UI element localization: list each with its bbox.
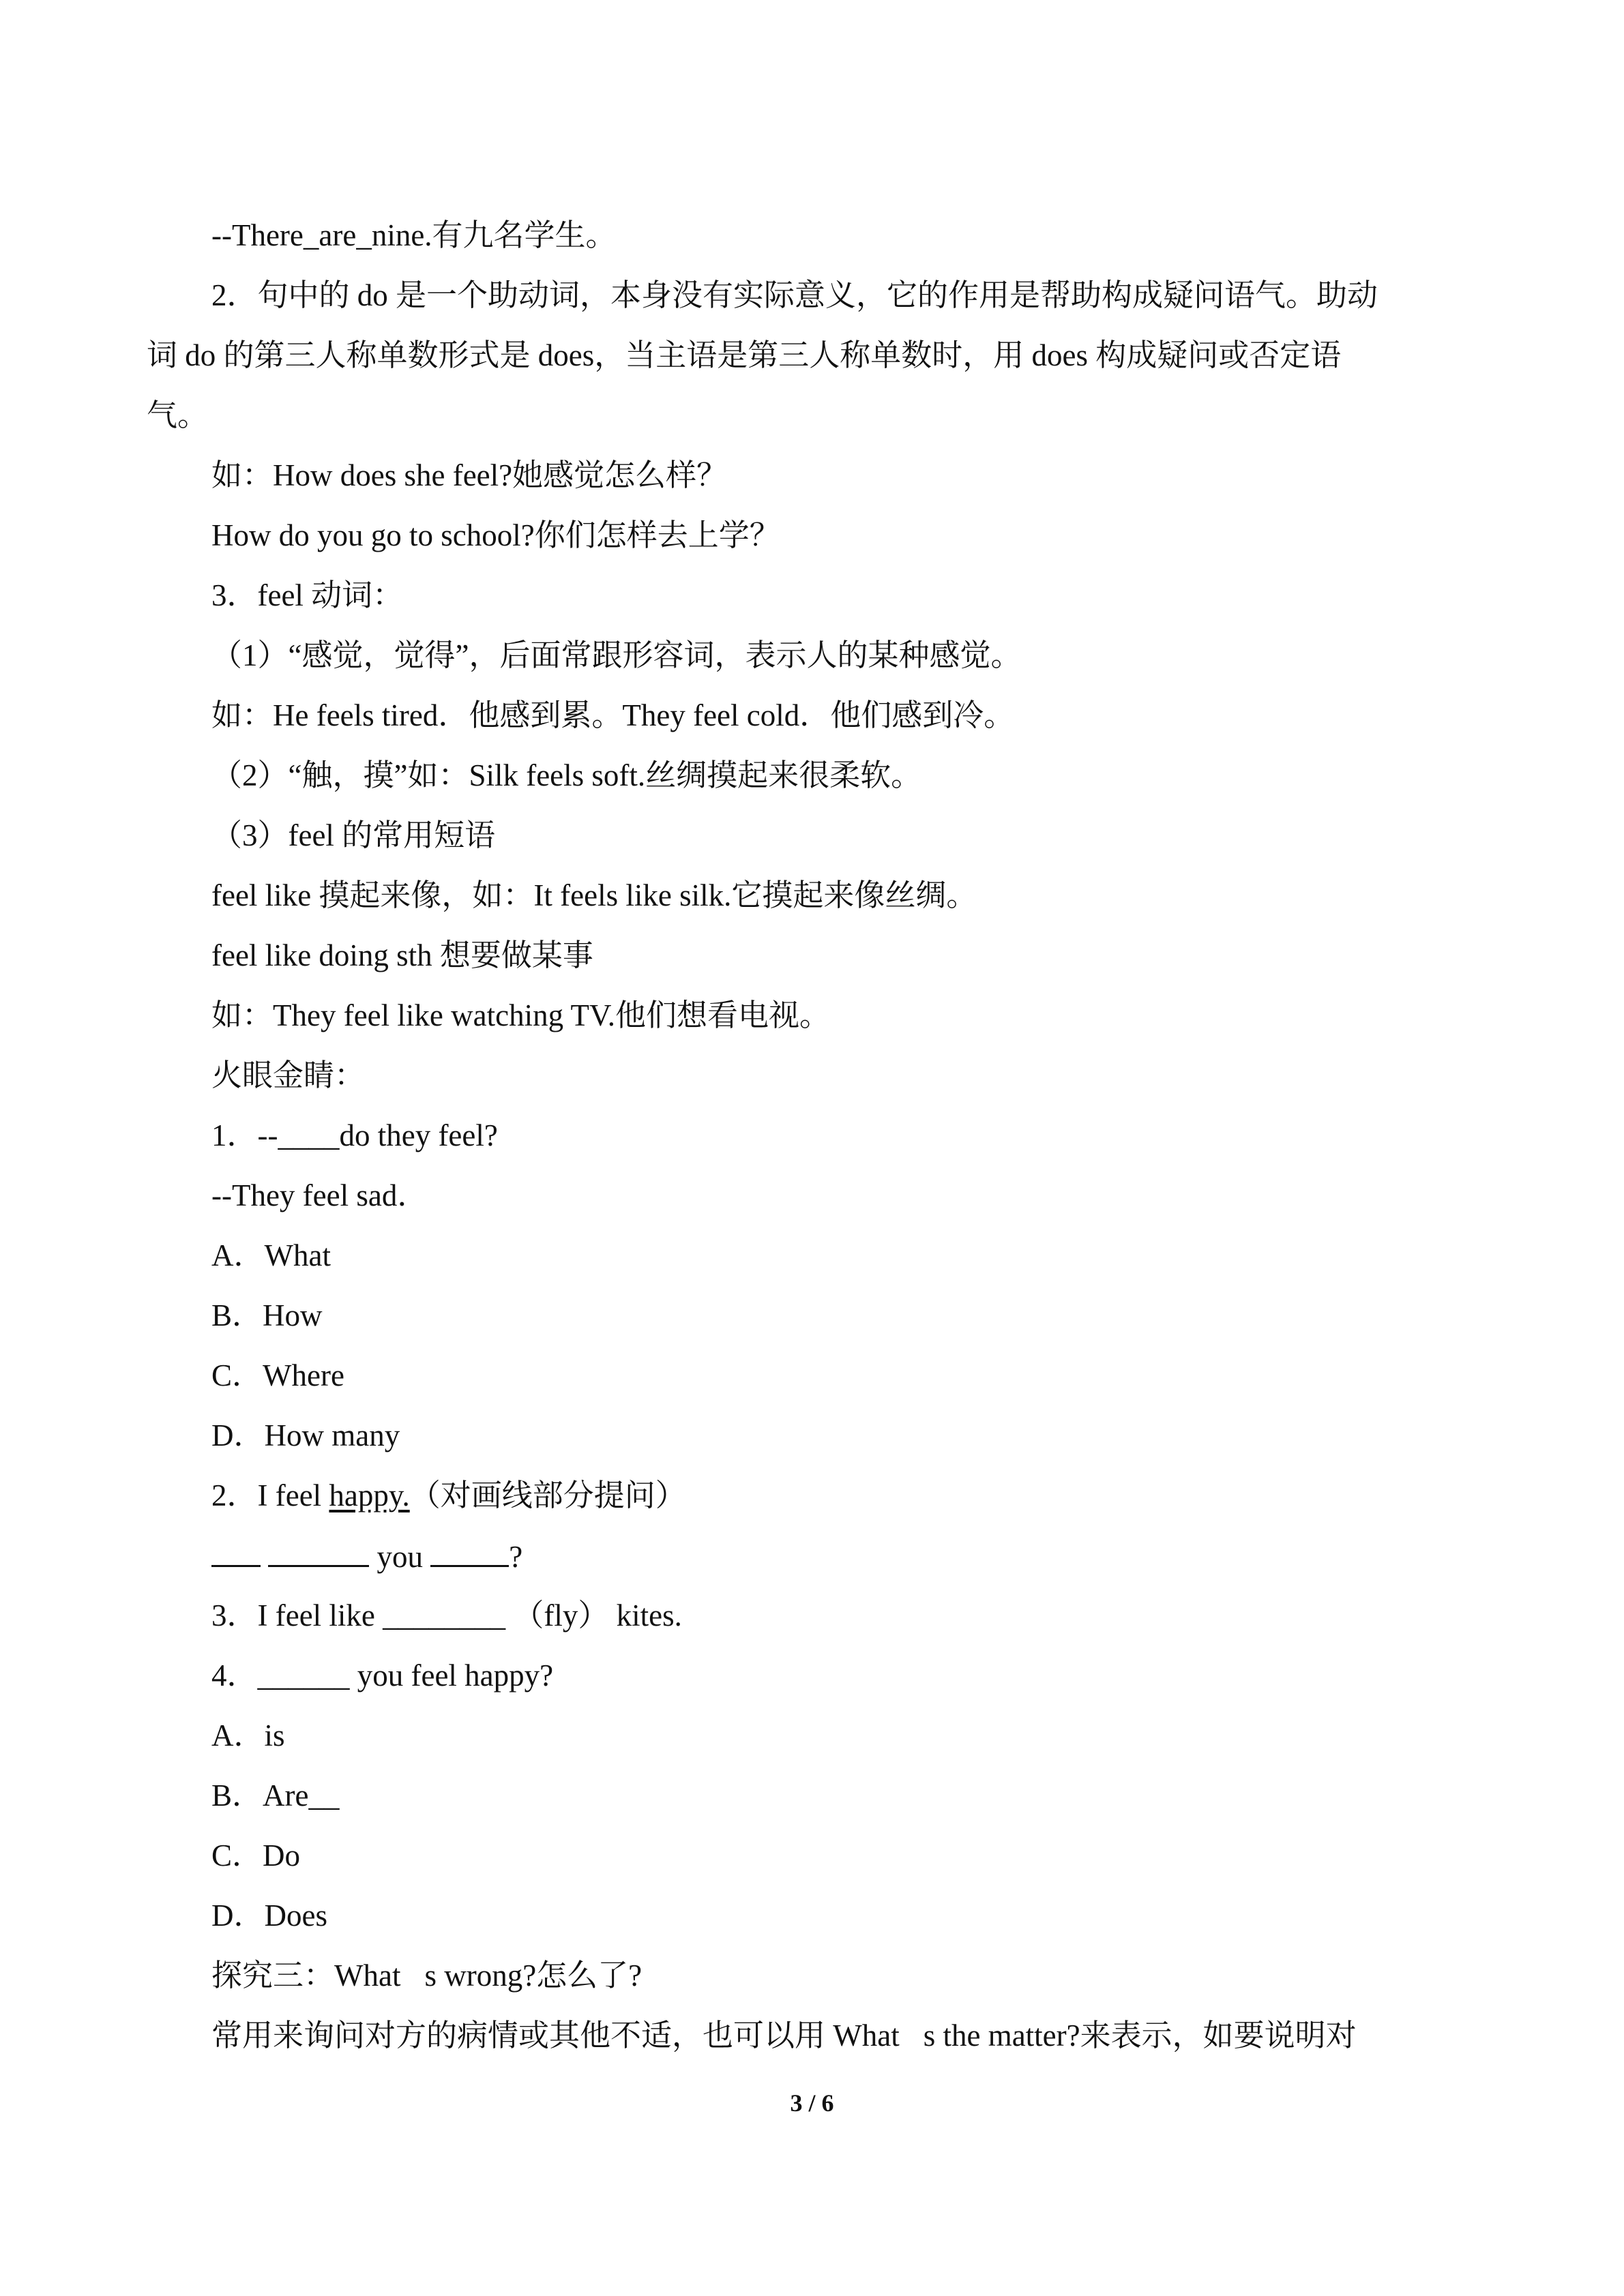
text-line: 词 do 的第三人称单数形式是 does，当主语是第三人称单数时，用 does 构成疑问或否定语 bbox=[147, 338, 1342, 372]
option-b: B．Are__ bbox=[211, 1778, 340, 1813]
text-line: feel like doing sth 想要做某事 bbox=[211, 938, 593, 972]
option-c: C．Do bbox=[211, 1838, 301, 1873]
option-a: A．What bbox=[211, 1238, 331, 1272]
answer-text: you bbox=[369, 1540, 431, 1574]
text-line: feel like 摸起来像，如：It feels like silk.它摸起来像丝绸。 bbox=[211, 878, 977, 912]
text-line: （2）“触，摸”如：Silk feels soft.丝绸摸起来很柔软。 bbox=[211, 758, 922, 792]
text-line: 气。 bbox=[147, 398, 209, 432]
text-line: --They feel sad． bbox=[211, 1178, 428, 1212]
option-d: D．Does bbox=[211, 1898, 327, 1933]
question-2 bbox=[211, 1475, 686, 1516]
blank[interactable] bbox=[211, 1535, 261, 1567]
text-line: （1）“感觉，觉得”，后面常跟形容词，表示人的某种感觉。 bbox=[211, 638, 1022, 672]
answer-text: ? bbox=[509, 1540, 523, 1574]
text-line: 如：They feel like watching TV.他们想看电视。 bbox=[211, 998, 830, 1032]
text-line: 如：He feels tired．他感到累。They feel cold．他们感到冷。 bbox=[211, 698, 1015, 732]
option-a: A．is bbox=[211, 1718, 285, 1753]
text-line: --There_are_nine.有九名学生。 bbox=[211, 218, 617, 252]
question-4: 4．______ you feel happy? bbox=[211, 1658, 554, 1693]
answer-blanks bbox=[211, 1535, 522, 1577]
text-line: 3．feel 动词： bbox=[211, 578, 404, 612]
text-line: 如：How does she feel?她感觉怎么样？ bbox=[211, 458, 728, 492]
section-heading: 探究三：What s wrong?怎么了? bbox=[211, 1958, 643, 1993]
question-3: 3．I feel like ________ （fly） kites. bbox=[211, 1598, 682, 1632]
option-b: B．How bbox=[211, 1298, 323, 1332]
text-line: How do you go to school?你们怎样去上学？ bbox=[211, 518, 780, 552]
blank[interactable] bbox=[430, 1535, 509, 1567]
option-d: D．How many bbox=[211, 1418, 400, 1452]
option-c: C．Where bbox=[211, 1358, 344, 1392]
text-line: （3）feel 的常用短语 bbox=[211, 818, 496, 852]
blank[interactable] bbox=[268, 1535, 369, 1567]
text-line: 2．句中的 do 是一个助动词，本身没有实际意义，它的作用是帮助构成疑问语气。助动 bbox=[211, 278, 1378, 312]
question-2-instruction: （对画线部分提问） bbox=[409, 1478, 686, 1512]
page-number: 3 / 6 bbox=[790, 2089, 834, 2117]
question-1: 1．--____do they feel? bbox=[211, 1118, 498, 1152]
section-heading: 火眼金睛： bbox=[211, 1058, 366, 1092]
underlined-word: happy. bbox=[329, 1478, 410, 1512]
question-2-prefix: 2．I feel bbox=[211, 1478, 329, 1512]
text-line: 常用来询问对方的病情或其他不适，也可以用 What s the matter?来表示，如要说明对 bbox=[211, 2018, 1357, 2053]
